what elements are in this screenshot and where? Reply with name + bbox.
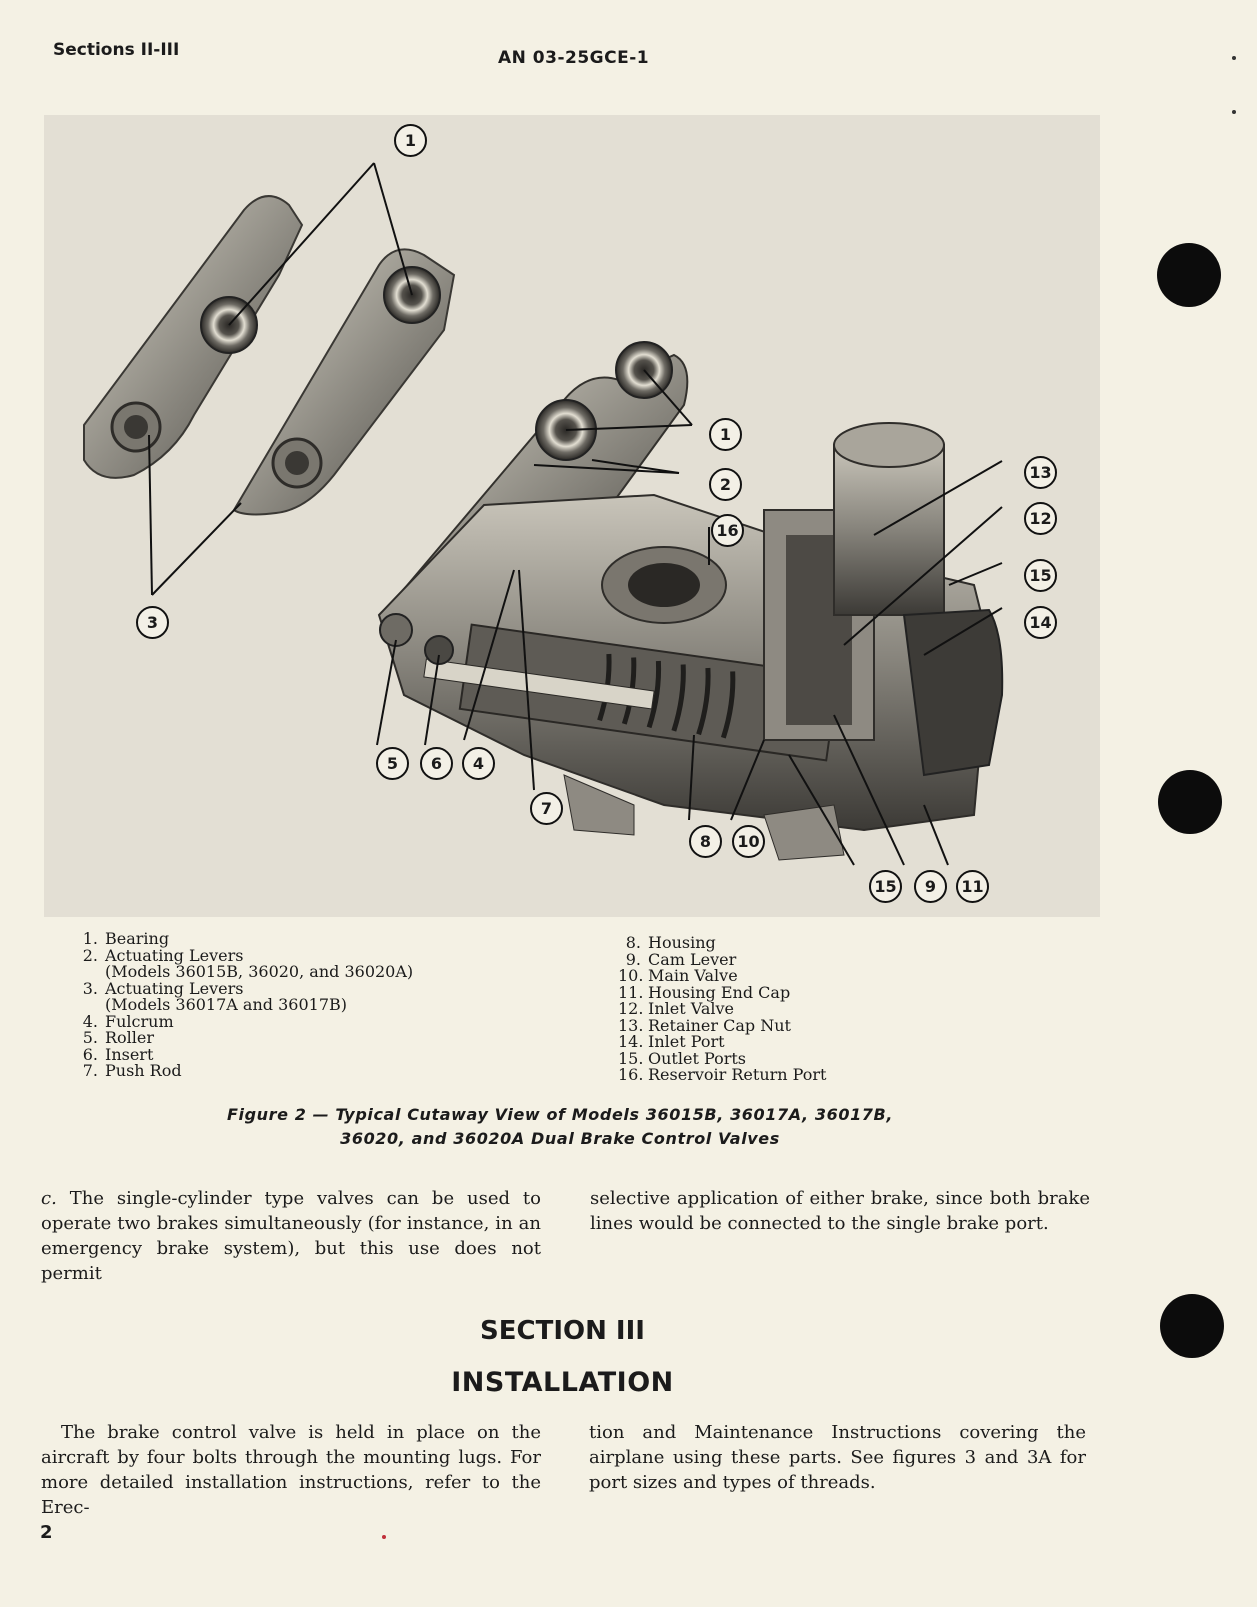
legend-item-text: Inlet Valve (648, 999, 734, 1018)
legend-item-number: 10. (618, 966, 644, 985)
legend-item-number: 15. (618, 1048, 644, 1068)
callout-6: 6 (420, 747, 453, 780)
figure-caption (120, 1103, 1000, 1151)
legend-item-text: Retainer Cap Nut (648, 1015, 791, 1035)
callout-3: 3 (136, 606, 169, 639)
legend-item-text: (Models 36017A and 36017B) (105, 995, 347, 1014)
paragraph-c-left-text: The single-cylinder type valves can be used to operate two brakes simultaneously (for instance, in an emergency brake system), but this use does not permit (41, 1188, 541, 1284)
legend-right (618, 935, 826, 1084)
caption-line-1: Figure 2 — Typical Cutaway View of Models 36015B, 36017A, 36017B, (226, 1105, 894, 1124)
callout-4: 4 (462, 747, 495, 780)
legend-item-number: 11. (618, 982, 644, 1002)
callout-16: 16 (711, 514, 744, 547)
legend-item-number: 12. (618, 999, 644, 1018)
callout-14: 14 (1024, 606, 1057, 639)
legend-item-number: 5. (82, 1028, 98, 1047)
legend-item-number: 6. (82, 1044, 98, 1064)
callout-15: 15 (1024, 559, 1057, 592)
legend-item-number: 4. (82, 1011, 98, 1031)
callout-8: 8 (689, 825, 722, 858)
installation-left: The brake control valve is held in place on the aircraft by four bolts through the mounting lugs. For more detailed installation instructions, refer to the Erec- (41, 1422, 541, 1518)
callout-12: 12 (1024, 502, 1057, 535)
figure-photo (44, 115, 1100, 917)
legend-left (75, 931, 413, 1080)
edge-mark (1232, 110, 1236, 114)
legend-item-number: 14. (618, 1032, 644, 1051)
section-number: SECTION III (480, 1316, 645, 1346)
callout-1: 1 (394, 124, 427, 157)
actuating-lever-a (84, 196, 302, 478)
valve-cutaway-illustration (44, 115, 1100, 917)
legend-item-text: Actuating Levers (105, 945, 244, 965)
page-number: 2 (40, 1522, 53, 1543)
legend-item (75, 1063, 413, 1080)
legend-item-text: Push Rod (105, 1061, 182, 1080)
legend-item-text: Roller (105, 1028, 155, 1047)
legend-item-text: (Models 36015B, 36020, and 36020A) (105, 962, 414, 981)
legend-item-number: 1. (82, 929, 98, 948)
document-number: AN 03-25GCE-1 (498, 48, 650, 68)
legend-item-number: 3. (82, 978, 98, 998)
legend-item-text: Inlet Port (648, 1032, 725, 1051)
paragraph-c-right: selective application of either brake, since both brake lines would be connected to the single brake port. (590, 1188, 1090, 1234)
callout-10: 10 (732, 825, 765, 858)
callout-1: 1 (709, 418, 742, 451)
legend-item-text: Insert (105, 1044, 154, 1064)
callout-15: 15 (869, 870, 902, 903)
callout-9: 9 (914, 870, 947, 903)
paragraph-c-left (41, 1186, 541, 1286)
legend-item-text: Main Valve (648, 966, 738, 985)
legend-item-text: Bearing (105, 929, 170, 948)
legend-item-number: 2. (82, 945, 98, 965)
legend-item-text: Cam Lever (648, 949, 737, 969)
legend-item (618, 1067, 826, 1084)
legend-item-text: Housing (648, 933, 716, 952)
legend-item-number: 16. (618, 1065, 644, 1084)
callout-7: 7 (530, 792, 563, 825)
callout-5: 5 (376, 747, 409, 780)
installation-right: tion and Maintenance Instructions covering the airplane using these parts. See figures 3 and 3A for port sizes and types of threads. (589, 1422, 1086, 1493)
callout-2: 2 (709, 468, 742, 501)
legend-item-text: Actuating Levers (105, 978, 244, 998)
section-label: Sections II-III (53, 40, 180, 60)
binder-hole (1160, 1294, 1224, 1358)
binder-hole (1158, 770, 1222, 834)
legend-item-text: Fulcrum (105, 1011, 174, 1031)
legend-item-text: Reservoir Return Port (648, 1065, 827, 1084)
red-mark (382, 1535, 386, 1539)
caption-line-2: 36020, and 36020A Dual Brake Control Valves (340, 1129, 780, 1148)
binder-hole (1157, 243, 1221, 307)
legend-item-number: 8. (625, 933, 641, 952)
legend-item-number: 7. (82, 1061, 98, 1080)
edge-mark (1232, 56, 1236, 60)
paragraph-marker: c. (41, 1188, 57, 1209)
callout-13: 13 (1024, 456, 1057, 489)
legend-item-number: 13. (618, 1015, 644, 1035)
legend-item-number: 9. (625, 949, 641, 969)
section-title: INSTALLATION (451, 1367, 674, 1398)
legend-item-text: Housing End Cap (648, 982, 791, 1002)
legend-item-text: Outlet Ports (648, 1048, 746, 1068)
callout-11: 11 (956, 870, 989, 903)
